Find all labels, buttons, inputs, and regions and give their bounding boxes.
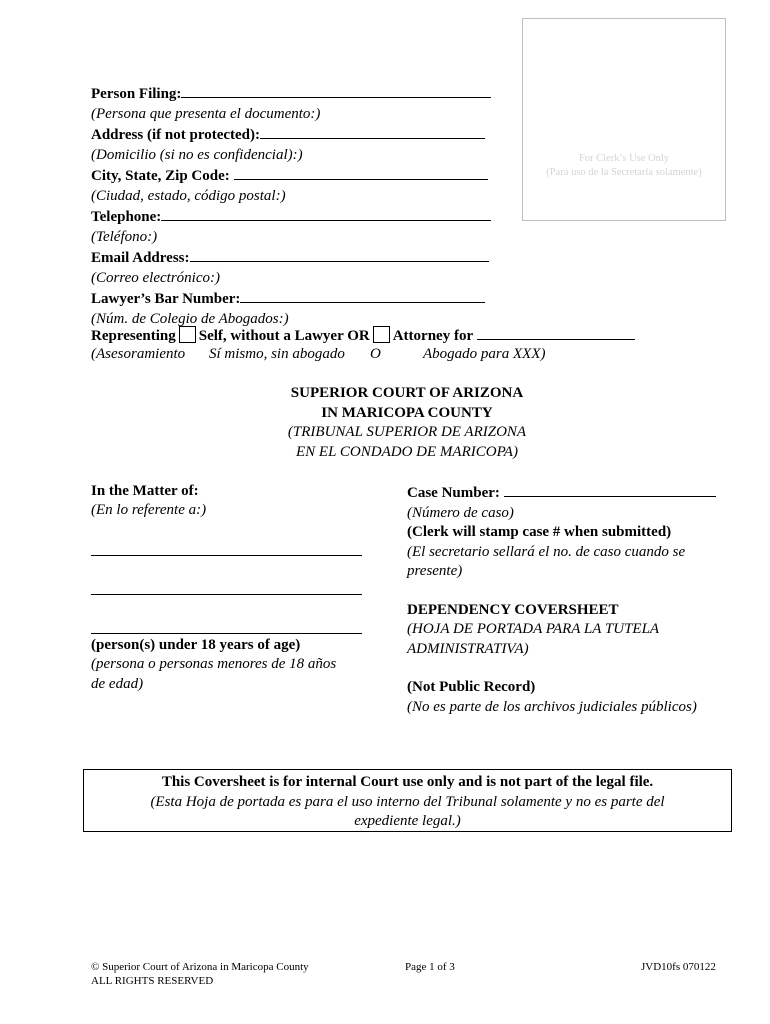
person-filing-row: Person Filing: — [91, 83, 491, 105]
persons-under-18-es: (persona o personas menores de 18 años — [91, 656, 337, 672]
clerk-stamp-note-es-2: presente) — [407, 563, 463, 579]
city-es: (Ciudad, estado, código postal:) — [91, 187, 286, 204]
attorney-checkbox[interactable] — [373, 326, 390, 343]
address-row: Address (if not protected): — [91, 124, 491, 146]
court-title: SUPERIOR COURT OF ARIZONA IN MARICOPA COUNTY (TRIBUNAL SUPERIOR DE ARIZONA EN EL CONDADO DE MARICOPA) — [287, 385, 527, 460]
representing-es-self: Sí mismo, sin abogado — [209, 346, 345, 362]
matter-label-es: (En lo referente a:) — [91, 502, 207, 518]
case-number-row: Case Number: — [407, 482, 716, 504]
clerk-stamp-note: (Clerk will stamp case # when submitted) — [407, 524, 672, 540]
telephone-field[interactable] — [161, 206, 491, 221]
matter-name-line-1[interactable] — [91, 555, 362, 556]
matter-label: In the Matter of: — [91, 483, 199, 499]
representing-es-attorney: Abogado para XXX) — [423, 346, 546, 362]
email-row: Email Address: — [91, 247, 491, 269]
case-number-es: (Número de caso) — [407, 504, 514, 521]
representing-es-or: O — [370, 346, 381, 362]
telephone-es: (Teléfono:) — [91, 228, 158, 245]
internal-use-notice: This Coversheet is for internal Court use only and is not part of the legal file. (Esta Hoja de portada es para el uso interno del Tribunal solamente y no es parte del expediente legal.) — [83, 769, 732, 832]
filer-info-block — [91, 83, 491, 329]
persons-under-18-es-2: de edad) — [91, 676, 144, 692]
person-filing-es: (Persona que presenta el documento:) — [91, 105, 321, 122]
city-field[interactable] — [234, 165, 488, 180]
persons-under-18: (person(s) under 18 years of age) — [91, 637, 301, 653]
address-field[interactable] — [260, 124, 485, 139]
spacer — [407, 659, 716, 678]
email-field[interactable] — [190, 247, 489, 262]
representing-row: Representing Self, without a Lawyer OR Attorney for — [91, 325, 635, 347]
address-es: (Domicilio (si no es confidencial):) — [91, 146, 303, 163]
person-filing-field[interactable] — [181, 83, 491, 98]
footer-copyright: © Superior Court of Arizona in Maricopa County ALL RIGHTS RESERVED — [91, 961, 309, 987]
matter-name-line-2[interactable] — [91, 594, 362, 595]
form-title: DEPENDENCY COVERSHEET — [407, 601, 619, 618]
bar-number-row: Lawyer’s Bar Number: — [91, 288, 491, 310]
bar-number-field[interactable] — [240, 288, 485, 303]
clerk-use-box — [522, 18, 726, 221]
form-title-es-2: ADMINISTRATIVA) — [407, 640, 529, 657]
matter-name-line-3[interactable] — [91, 633, 362, 634]
telephone-row: Telephone: — [91, 206, 491, 228]
self-checkbox[interactable] — [179, 326, 196, 343]
attorney-for-field[interactable] — [477, 325, 635, 340]
case-number-field[interactable] — [504, 482, 716, 497]
representing-es-row: (Asesoramiento — [91, 346, 186, 362]
email-es: (Correo electrónico:) — [91, 269, 220, 286]
city-row: City, State, Zip Code: — [91, 165, 491, 187]
spacer — [407, 582, 716, 601]
not-public-record: (Not Public Record) — [407, 679, 536, 695]
form-id: JVD10fs 070122 — [641, 961, 716, 973]
not-public-record-es: (No es parte de los archivos judiciales públicos) — [407, 698, 697, 715]
case-info-block — [407, 482, 716, 717]
clerk-stamp-note-es: (El secretario sellará el no. de caso cuando se — [407, 543, 686, 560]
form-title-es: (HOJA DE PORTADA PARA LA TUTELA — [407, 621, 660, 637]
clerk-use-label: For Clerk’s Use Only (Para uso de la Secretaría solamente) — [546, 153, 702, 178]
bar-number-es: (Núm. de Colegio de Abogados:) — [91, 310, 289, 327]
page-number: Page 1 of 3 — [405, 961, 455, 973]
